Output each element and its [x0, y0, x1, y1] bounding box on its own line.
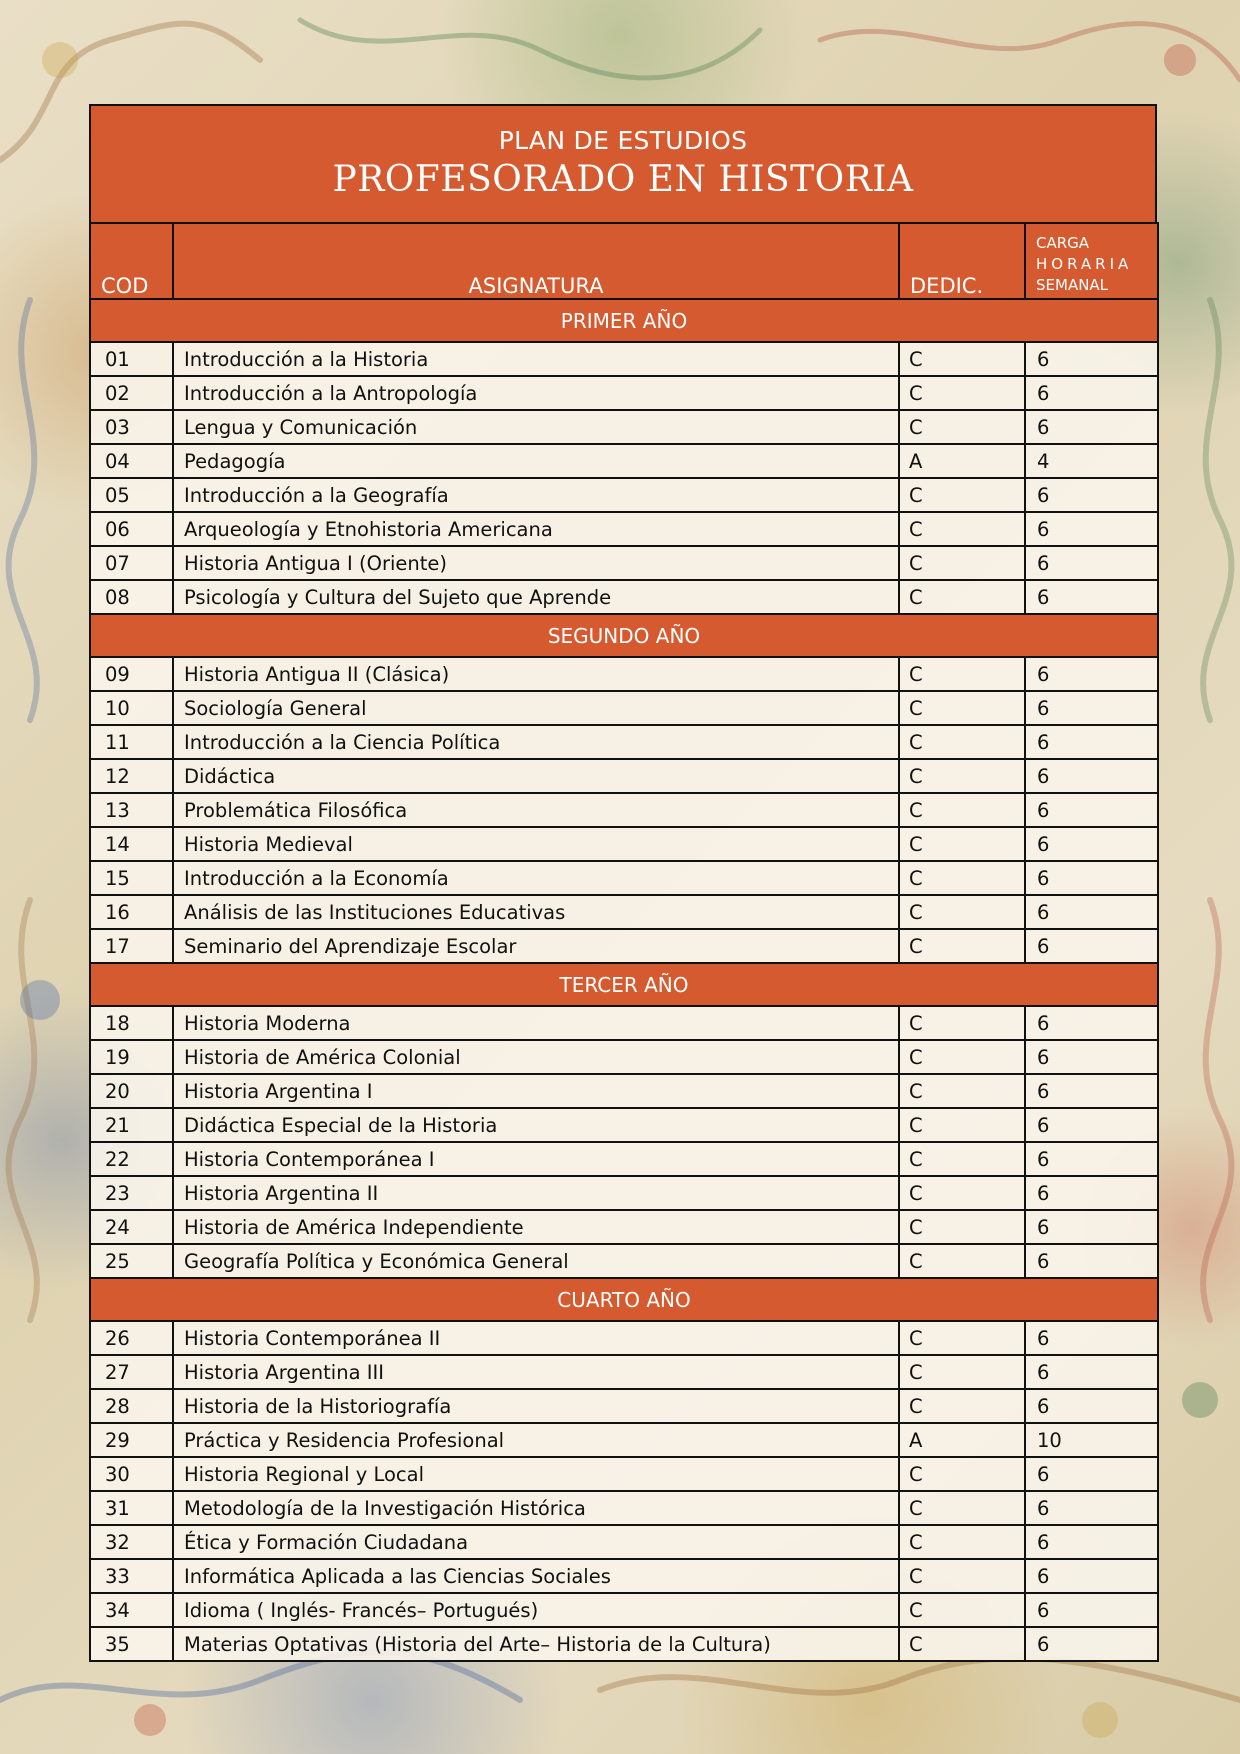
carga-line-3: SEMANAL: [1036, 276, 1109, 294]
table-row: [90, 444, 1158, 478]
subject-dedication: C: [899, 1627, 1025, 1661]
subject-weekly-hours: 6: [1025, 580, 1158, 614]
table-row: [90, 1491, 1158, 1525]
subject-dedication: C: [899, 657, 1025, 691]
subject-weekly-hours: 6: [1025, 1142, 1158, 1176]
subject-name: Introducción a la Ciencia Política: [173, 725, 899, 759]
year-section-header: [90, 1278, 1158, 1321]
subject-name: Historia Moderna: [173, 1006, 899, 1040]
table-row: [90, 1593, 1158, 1627]
subject-name: Historia Antigua I (Oriente): [173, 546, 899, 580]
subject-weekly-hours: 6: [1025, 512, 1158, 546]
subject-name: Historia Contemporánea I: [173, 1142, 899, 1176]
table-row: [90, 1423, 1158, 1457]
subject-dedication: C: [899, 546, 1025, 580]
subject-weekly-hours: 6: [1025, 725, 1158, 759]
year-label: PRIMER AÑO: [90, 299, 1158, 342]
subject-dedication: C: [899, 410, 1025, 444]
subject-weekly-hours: 6: [1025, 1559, 1158, 1593]
subject-name: Lengua y Comunicación: [173, 410, 899, 444]
subject-code: 28: [90, 1389, 173, 1423]
column-header-carga: [1025, 223, 1158, 299]
title-banner: [89, 104, 1157, 224]
subject-code: 10: [90, 691, 173, 725]
subject-weekly-hours: 6: [1025, 1321, 1158, 1355]
subject-name: Materias Optativas (Historia del Arte– Historia de la Cultura): [173, 1627, 899, 1661]
table-row: [90, 759, 1158, 793]
subject-name: Historia de América Independiente: [173, 1210, 899, 1244]
subject-name: Introducción a la Economía: [173, 861, 899, 895]
subject-dedication: C: [899, 1074, 1025, 1108]
subject-weekly-hours: 6: [1025, 1627, 1158, 1661]
subject-weekly-hours: 6: [1025, 342, 1158, 376]
column-header-dedic: DEDIC.: [899, 223, 1025, 299]
table-row: [90, 827, 1158, 861]
table-row: [90, 546, 1158, 580]
subject-name: Introducción a la Antropología: [173, 376, 899, 410]
table-row: [90, 929, 1158, 963]
subject-weekly-hours: 6: [1025, 1176, 1158, 1210]
table-row: [90, 342, 1158, 376]
subject-code: 08: [90, 580, 173, 614]
subject-code: 19: [90, 1040, 173, 1074]
subject-name: Introducción a la Geografía: [173, 478, 899, 512]
subject-name: Análisis de las Instituciones Educativas: [173, 895, 899, 929]
subject-weekly-hours: 6: [1025, 1525, 1158, 1559]
subject-dedication: C: [899, 1142, 1025, 1176]
subject-dedication: C: [899, 478, 1025, 512]
table-row: [90, 580, 1158, 614]
subject-name: Metodología de la Investigación Histórica: [173, 1491, 899, 1525]
subject-name: Pedagogía: [173, 444, 899, 478]
table-row: [90, 1210, 1158, 1244]
subject-code: 09: [90, 657, 173, 691]
subject-dedication: C: [899, 342, 1025, 376]
subject-code: 13: [90, 793, 173, 827]
subject-name: Seminario del Aprendizaje Escolar: [173, 929, 899, 963]
table-row: [90, 1108, 1158, 1142]
subject-name: Historia Argentina I: [173, 1074, 899, 1108]
year-label: SEGUNDO AÑO: [90, 614, 1158, 657]
subject-weekly-hours: 6: [1025, 1006, 1158, 1040]
subject-code: 33: [90, 1559, 173, 1593]
subject-code: 11: [90, 725, 173, 759]
subject-name: Historia Contemporánea II: [173, 1321, 899, 1355]
table-row: [90, 657, 1158, 691]
subject-dedication: C: [899, 1355, 1025, 1389]
subject-code: 01: [90, 342, 173, 376]
subject-name: Historia Antigua II (Clásica): [173, 657, 899, 691]
subject-dedication: C: [899, 512, 1025, 546]
subject-weekly-hours: 6: [1025, 1355, 1158, 1389]
subject-name: Práctica y Residencia Profesional: [173, 1423, 899, 1457]
subject-code: 17: [90, 929, 173, 963]
table-row: [90, 861, 1158, 895]
table-row: [90, 1142, 1158, 1176]
subject-dedication: C: [899, 1244, 1025, 1278]
subject-dedication: C: [899, 1389, 1025, 1423]
subject-code: 27: [90, 1355, 173, 1389]
subject-weekly-hours: 6: [1025, 657, 1158, 691]
table-row: [90, 895, 1158, 929]
subject-name: Geografía Política y Económica General: [173, 1244, 899, 1278]
table-row: [90, 1244, 1158, 1278]
subject-dedication: C: [899, 861, 1025, 895]
subject-weekly-hours: 10: [1025, 1423, 1158, 1457]
subject-name: Didáctica: [173, 759, 899, 793]
subject-weekly-hours: 6: [1025, 546, 1158, 580]
table-row: [90, 376, 1158, 410]
study-plan-table: [89, 222, 1159, 1662]
table-row: [90, 1006, 1158, 1040]
subject-name: Psicología y Cultura del Sujeto que Aprende: [173, 580, 899, 614]
table-row: [90, 1525, 1158, 1559]
carga-line-1: CARGA: [1036, 234, 1090, 252]
year-section-header: [90, 963, 1158, 1006]
subject-dedication: C: [899, 1593, 1025, 1627]
subject-dedication: C: [899, 1108, 1025, 1142]
subject-name: Ética y Formación Ciudadana: [173, 1525, 899, 1559]
table-row: [90, 1627, 1158, 1661]
subject-dedication: C: [899, 1559, 1025, 1593]
subject-weekly-hours: 6: [1025, 1389, 1158, 1423]
subject-dedication: C: [899, 725, 1025, 759]
subject-code: 22: [90, 1142, 173, 1176]
table-row: [90, 793, 1158, 827]
subject-weekly-hours: 6: [1025, 691, 1158, 725]
table-row: [90, 1389, 1158, 1423]
subject-dedication: A: [899, 1423, 1025, 1457]
subject-weekly-hours: 6: [1025, 1074, 1158, 1108]
subject-code: 16: [90, 895, 173, 929]
subject-name: Sociología General: [173, 691, 899, 725]
subject-name: Historia Medieval: [173, 827, 899, 861]
subject-name: Historia Argentina II: [173, 1176, 899, 1210]
plan-body: [90, 299, 1158, 1661]
year-label: TERCER AÑO: [90, 963, 1158, 1006]
subject-code: 07: [90, 546, 173, 580]
subject-name: Problemática Filosófica: [173, 793, 899, 827]
plan-title: PROFESORADO EN HISTORIA: [332, 159, 914, 200]
subject-dedication: A: [899, 444, 1025, 478]
subject-weekly-hours: 6: [1025, 478, 1158, 512]
table-row: [90, 1321, 1158, 1355]
subject-code: 30: [90, 1457, 173, 1491]
subject-weekly-hours: 6: [1025, 1040, 1158, 1074]
table-row: [90, 410, 1158, 444]
subject-dedication: C: [899, 691, 1025, 725]
column-header-asignatura: ASIGNATURA: [173, 223, 899, 299]
subject-code: 06: [90, 512, 173, 546]
subject-dedication: C: [899, 1210, 1025, 1244]
subject-code: 34: [90, 1593, 173, 1627]
subject-dedication: C: [899, 1457, 1025, 1491]
plan-subtitle: PLAN DE ESTUDIOS: [498, 126, 748, 155]
subject-code: 25: [90, 1244, 173, 1278]
subject-code: 03: [90, 410, 173, 444]
subject-code: 14: [90, 827, 173, 861]
carga-line-2: HORARIA: [1036, 255, 1133, 273]
subject-dedication: C: [899, 1321, 1025, 1355]
subject-weekly-hours: 6: [1025, 1593, 1158, 1627]
column-header-row: [90, 223, 1158, 299]
subject-name: Didáctica Especial de la Historia: [173, 1108, 899, 1142]
subject-name: Idioma ( Inglés- Francés– Portugués): [173, 1593, 899, 1627]
column-header-cod: COD: [90, 223, 173, 299]
subject-name: Historia Regional y Local: [173, 1457, 899, 1491]
subject-code: 26: [90, 1321, 173, 1355]
subject-code: 24: [90, 1210, 173, 1244]
subject-name: Historia de América Colonial: [173, 1040, 899, 1074]
subject-dedication: C: [899, 1491, 1025, 1525]
subject-code: 02: [90, 376, 173, 410]
table-row: [90, 1074, 1158, 1108]
subject-dedication: C: [899, 759, 1025, 793]
subject-weekly-hours: 6: [1025, 1244, 1158, 1278]
subject-dedication: C: [899, 580, 1025, 614]
table-row: [90, 1040, 1158, 1074]
subject-dedication: C: [899, 1006, 1025, 1040]
subject-name: Introducción a la Historia: [173, 342, 899, 376]
subject-dedication: C: [899, 895, 1025, 929]
subject-code: 32: [90, 1525, 173, 1559]
subject-weekly-hours: 6: [1025, 827, 1158, 861]
subject-name: Informática Aplicada a las Ciencias Sociales: [173, 1559, 899, 1593]
subject-weekly-hours: 6: [1025, 376, 1158, 410]
subject-weekly-hours: 6: [1025, 1210, 1158, 1244]
year-section-header: [90, 299, 1158, 342]
subject-weekly-hours: 6: [1025, 1108, 1158, 1142]
table-row: [90, 1355, 1158, 1389]
subject-code: 15: [90, 861, 173, 895]
subject-code: 20: [90, 1074, 173, 1108]
subject-weekly-hours: 6: [1025, 793, 1158, 827]
subject-dedication: C: [899, 793, 1025, 827]
subject-name: Historia Argentina III: [173, 1355, 899, 1389]
subject-code: 29: [90, 1423, 173, 1457]
subject-code: 23: [90, 1176, 173, 1210]
table-row: [90, 1457, 1158, 1491]
year-label: CUARTO AÑO: [90, 1278, 1158, 1321]
subject-code: 05: [90, 478, 173, 512]
subject-weekly-hours: 6: [1025, 929, 1158, 963]
subject-dedication: C: [899, 1040, 1025, 1074]
table-row: [90, 512, 1158, 546]
table-row: [90, 725, 1158, 759]
subject-dedication: C: [899, 1176, 1025, 1210]
subject-weekly-hours: 4: [1025, 444, 1158, 478]
subject-code: 21: [90, 1108, 173, 1142]
subject-weekly-hours: 6: [1025, 759, 1158, 793]
subject-code: 18: [90, 1006, 173, 1040]
subject-name: Arqueología y Etnohistoria Americana: [173, 512, 899, 546]
table-row: [90, 1176, 1158, 1210]
table-row: [90, 691, 1158, 725]
table-row: [90, 478, 1158, 512]
subject-weekly-hours: 6: [1025, 1457, 1158, 1491]
subject-weekly-hours: 6: [1025, 1491, 1158, 1525]
subject-weekly-hours: 6: [1025, 895, 1158, 929]
table-row: [90, 1559, 1158, 1593]
subject-name: Historia de la Historiografía: [173, 1389, 899, 1423]
subject-dedication: C: [899, 376, 1025, 410]
subject-dedication: C: [899, 1525, 1025, 1559]
subject-weekly-hours: 6: [1025, 410, 1158, 444]
subject-code: 12: [90, 759, 173, 793]
subject-dedication: C: [899, 929, 1025, 963]
subject-code: 04: [90, 444, 173, 478]
subject-dedication: C: [899, 827, 1025, 861]
subject-weekly-hours: 6: [1025, 861, 1158, 895]
year-section-header: [90, 614, 1158, 657]
subject-code: 35: [90, 1627, 173, 1661]
subject-code: 31: [90, 1491, 173, 1525]
